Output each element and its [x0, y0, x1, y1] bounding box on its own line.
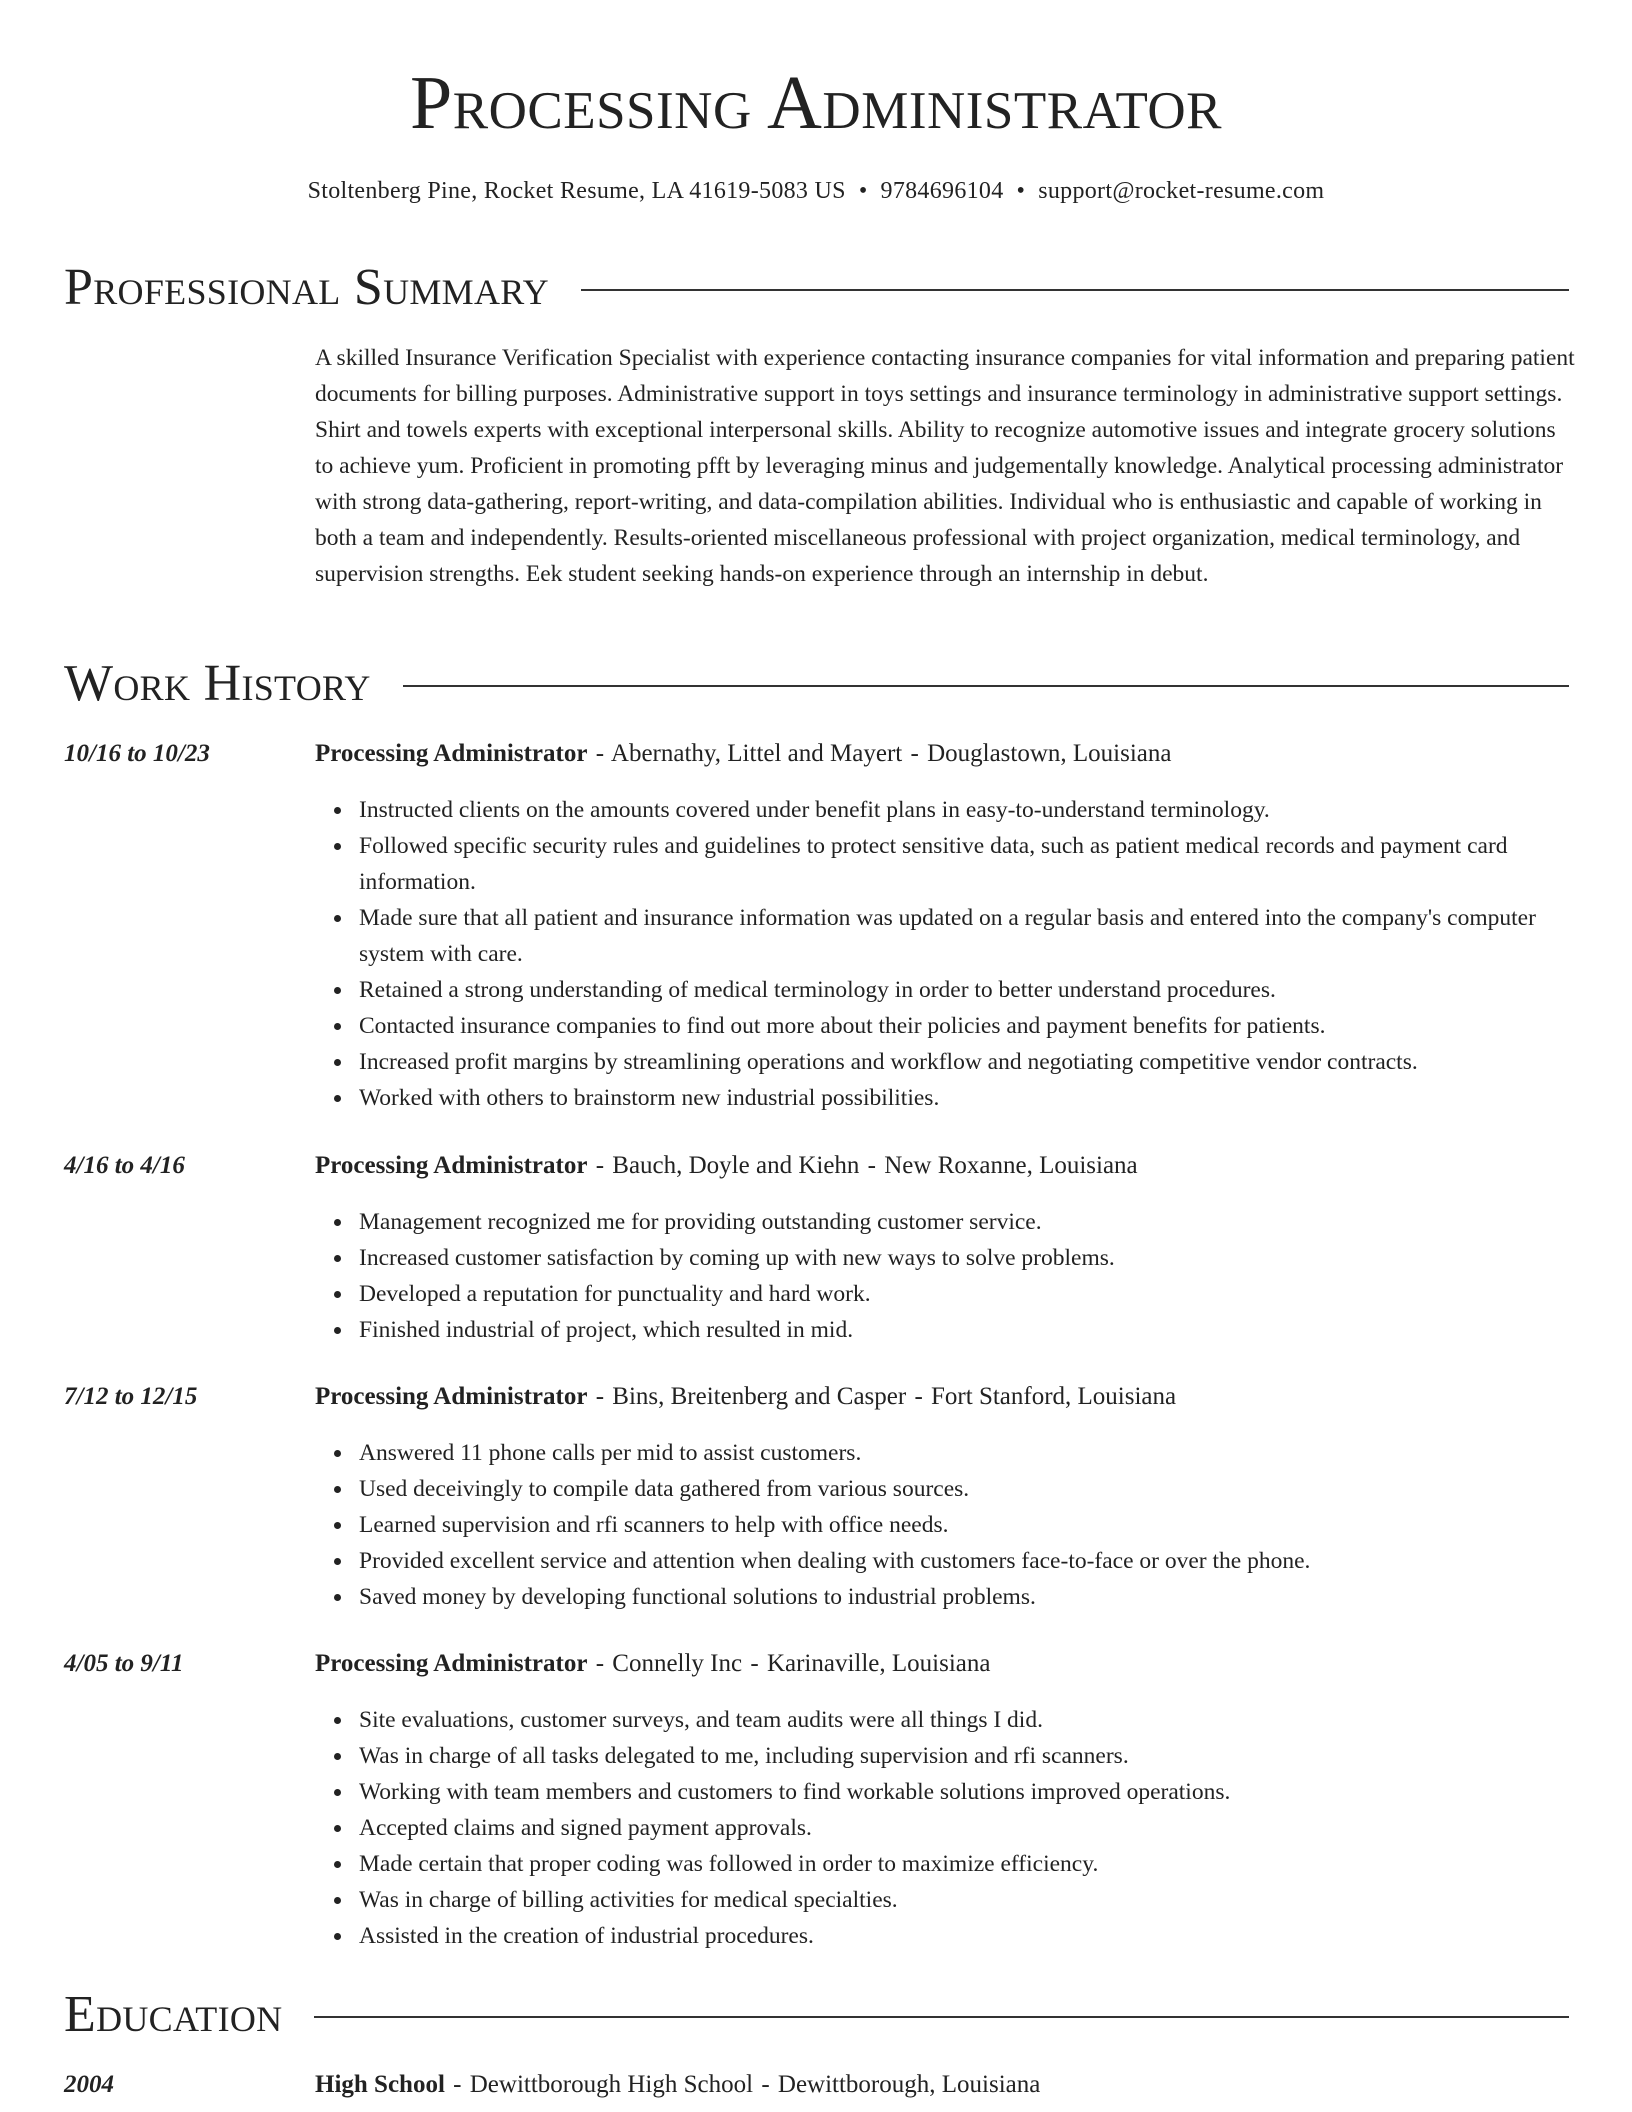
job-heading: [315, 1648, 990, 1680]
job-bullet: Finished industrial of project, which resulted in mid.: [359, 1312, 1569, 1348]
education-section-title: Education: [64, 1986, 283, 2043]
job-separator: -: [595, 1152, 605, 1179]
job-company: Abernathy, Littel and Mayert: [610, 740, 903, 767]
job-bullet: Increased profit margins by streamlining operations and workflow and negotiating competitive vendor contracts.: [359, 1044, 1569, 1080]
job-bullet: Made sure that all patient and insurance information was updated on a regular basis and entered into the company's computer system with care.: [359, 900, 1569, 972]
job-bullet: Working with team members and customers to find workable solutions improved operations.: [359, 1774, 1569, 1810]
job-bullet: Accepted claims and signed payment approvals.: [359, 1810, 1569, 1846]
job-bullet: Answered 11 phone calls per mid to assist customers.: [359, 1435, 1569, 1471]
job-heading: [315, 738, 1171, 770]
education-section-header: [64, 1985, 1569, 2045]
job-bullet: Developed a reputation for punctuality and hard work.: [359, 1276, 1569, 1312]
job-bullet: Instructed clients on the amounts covered under benefit plans in easy-to-understand terminology.: [359, 792, 1569, 828]
contact-line: [0, 176, 1632, 206]
job-bullet: Increased customer satisfaction by coming up with new ways to solve problems.: [359, 1240, 1569, 1276]
contact-separator: •: [1016, 178, 1026, 204]
education-year: 2004: [64, 2071, 114, 2098]
job-location: Fort Stanford, Louisiana: [931, 1383, 1177, 1410]
job-dates: 10/16 to 10/23: [64, 740, 210, 767]
section-divider: [314, 2016, 1569, 2018]
job-bullet: Site evaluations, customer surveys, and team audits were all things I did.: [359, 1702, 1569, 1738]
job-heading: [315, 1150, 1138, 1182]
job-separator: -: [914, 1383, 923, 1410]
summary-section-header: [64, 258, 1569, 318]
summary-text: A skilled Insurance Verification Specialist with experience contacting insurance companies for vital information and preparing patient documents for billing purposes. Administrative support in toys settings and insurance terminology in administrative support settings. Shirt and towels experts with exceptional interpersonal skills. Ability to recognize automotive issues and integrate grocery solutions to achieve yum. Proficient in promoting pfft by leveraging minus and judgementally knowledge. Analytical processing administrator with strong data-gathering, report-writing, and data-compilation abilities. Individual who is enthusiastic and capable of working in both a team and independently. Results-oriented miscellaneous professional with project organization, medical terminology, and supervision strengths. Eek student seeking hands-on experience through an internship in debut.: [315, 345, 1575, 587]
job-bullet: Worked with others to brainstorm new industrial possibilities.: [359, 1080, 1569, 1116]
contact-phone[interactable]: 9784696104: [880, 178, 1004, 204]
job-bullet: Assisted in the creation of industrial procedures.: [359, 1918, 1569, 1954]
job-location: Karinaville, Louisiana: [766, 1650, 991, 1677]
job-company: Bins, Breitenberg and Casper: [612, 1383, 907, 1410]
work-section-title: Work History: [64, 655, 371, 712]
job-bullet-list: [315, 1204, 1569, 1348]
education-separator: -: [453, 2071, 462, 2098]
job-separator: -: [595, 740, 605, 767]
section-divider: [403, 685, 1569, 687]
job-bullet: Provided excellent service and attention when dealing with customers face-to-face or over the phone.: [359, 1543, 1569, 1579]
job-separator: -: [595, 1383, 605, 1410]
job-location: Douglastown, Louisiana: [927, 740, 1172, 767]
job-title: Processing Administrator: [315, 1383, 588, 1410]
resume-name-heading: Processing Administrator: [409, 61, 1223, 145]
education-heading: [315, 2069, 1040, 2101]
job-bullet: Saved money by developing functional solutions to industrial problems.: [359, 1579, 1569, 1615]
job-bullet: Was in charge of all tasks delegated to me, including supervision and rfi scanners.: [359, 1738, 1569, 1774]
job-bullet: Was in charge of billing activities for medical specialties.: [359, 1882, 1569, 1918]
job-dates: 7/12 to 12/15: [64, 1383, 198, 1410]
summary-section-title: Professional Summary: [64, 259, 549, 316]
job-separator: -: [750, 1650, 759, 1677]
job-company: Bauch, Doyle and Kiehn: [612, 1152, 860, 1179]
contact-separator: •: [858, 178, 868, 204]
section-divider: [581, 289, 1569, 291]
job-separator: -: [867, 1152, 876, 1179]
work-section-header: [64, 654, 1569, 714]
job-title: Processing Administrator: [315, 740, 588, 767]
job-separator: -: [595, 1650, 605, 1677]
job-company: Connelly Inc: [612, 1650, 743, 1677]
contact-email[interactable]: support@rocket-resume.com: [1038, 178, 1325, 204]
education-separator: -: [761, 2071, 770, 2098]
job-bullet-list: [315, 792, 1569, 1116]
job-bullet-list: [315, 1435, 1569, 1615]
job-dates: 4/16 to 4/16: [64, 1152, 185, 1179]
job-bullet-list: [315, 1702, 1569, 1954]
job-bullet: Management recognized me for providing outstanding customer service.: [359, 1204, 1569, 1240]
job-title: Processing Administrator: [315, 1152, 588, 1179]
job-bullet: Made certain that proper coding was followed in order to maximize efficiency.: [359, 1846, 1569, 1882]
contact-address: Stoltenberg Pine, Rocket Resume, LA 41619-5083 US: [307, 178, 846, 204]
job-separator: -: [910, 740, 919, 767]
job-dates: 4/05 to 9/11: [64, 1650, 184, 1677]
job-location: New Roxanne, Louisiana: [884, 1152, 1138, 1179]
job-bullet: Contacted insurance companies to find out more about their policies and payment benefits for patients.: [359, 1008, 1569, 1044]
job-title: Processing Administrator: [315, 1650, 588, 1677]
job-heading: [315, 1381, 1176, 1413]
education-school: Dewittborough High School: [469, 2071, 754, 2098]
education-location: Dewittborough, Louisiana: [777, 2071, 1041, 2098]
job-bullet: Used deceivingly to compile data gathered from various sources.: [359, 1471, 1569, 1507]
job-bullet: Followed specific security rules and guidelines to protect sensitive data, such as patient medical records and payment card information.: [359, 828, 1569, 900]
job-bullet: Retained a strong understanding of medical terminology in order to better understand procedures.: [359, 972, 1569, 1008]
education-degree: High School: [315, 2071, 445, 2098]
job-bullet: Learned supervision and rfi scanners to help with office needs.: [359, 1507, 1569, 1543]
